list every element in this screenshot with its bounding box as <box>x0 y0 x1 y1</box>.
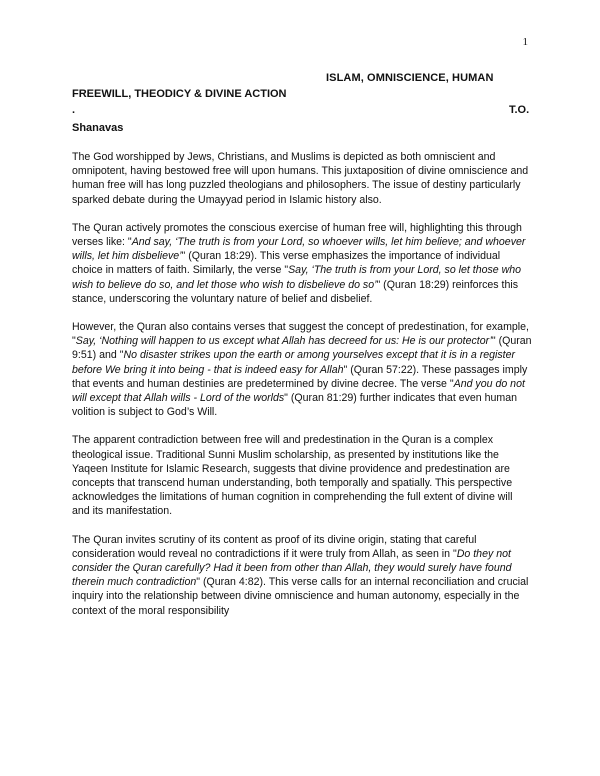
paragraph-3-quote-3: And you do not will except that Allah wills - Lord of the worlds <box>72 377 525 405</box>
paragraph-5-quote-1: Do they not consider the Quran carefully? Had it been from other than Allah, they would surely have found therein much contradiction <box>72 547 512 589</box>
paragraph-3-quote-2: No disaster strikes upon the earth or among yourselves except that it is in a register before We bring it into being - that is indeed easy for Allah <box>72 349 516 376</box>
author-name: Shanavas <box>72 122 124 134</box>
paragraph-2-text-c: " (Quran 18:29). This verse emphasizes the importance of individual choice in matters of faith. Similarly, the verse " <box>72 250 501 277</box>
paragraph-5 <box>72 533 532 618</box>
author-initials: T.O. <box>509 104 530 116</box>
paragraph-2 <box>72 221 532 306</box>
paragraph-3-quote-1: Say, ‘Nothing will happen to us except what Allah has decreed for us: He is our protector’ <box>75 335 492 348</box>
paragraph-2-quote-2: Say, ‘The truth is from your Lord, so let those who wish to believe do so, and let those who wish to disbelieve do so’ <box>72 264 522 291</box>
title-line-1: ISLAM, OMNISCIENCE, HUMAN <box>326 72 494 84</box>
paragraph-3-text-c: " (Quran 9:51) and " <box>72 335 532 362</box>
paragraph-5-text-c: " (Quran 4:82). This verse calls for an internal reconciliation and crucial inquiry into the relationship between divine omniscience and human autonomy, especially in the context of the moral responsibility <box>72 576 529 617</box>
paragraph-3 <box>72 320 532 419</box>
paragraph-3-text-e: " (Quran 57:22). These passages imply that events and human destinies are predetermined by divine decree. The verse " <box>72 363 528 390</box>
paragraph-4: The apparent contradiction between free will and predestination in the Quran is a complex theological issue. Traditional Sunni Muslim scholarship, as presented by institutions like the Yaqeen Institute for Islamic Research, suggests that divine providence and predestination are concepts that transcend human understanding, both temporally and spatially. This perspective acknowledges the limitations of human cognition in comprehending the full extent of divine will and its manifestation. <box>72 434 513 518</box>
page-number: 1 <box>522 36 528 48</box>
paragraph-1: The God worshipped by Jews, Christians, and Muslims is depicted as both omniscient and omnipotent, having bestowed free will upon humans. This juxtaposition of divine omniscience and human free will has long puzzled theologians and philosophers. The issue of destiny particularly sparked debate during the Umayyad period in Islamic history also. <box>72 151 529 206</box>
paragraph-2-quote-1: And say, ‘The truth is from your Lord, so whoever wills, let him believe; and whoever wills, let him disbelieve’ <box>72 236 526 263</box>
paragraph-5-text-a: The Quran invites scrutiny of its content as proof of its divine origin, stating that careful consideration would reveal no contradictions if it were truly from Allah, as seen in " <box>72 533 477 560</box>
paragraph-2-text-e: " (Quran 18:29) reinforces this stance, underscoring the voluntary nature of belief and disbelief. <box>72 278 519 305</box>
paragraph-3-text-g: " (Quran 81:29) further indicates that even human volition is subject to God’s Will. <box>72 392 518 419</box>
paragraph-3-text-a: However, the Quran also contains verses that suggest the concept of predestination, for example, " <box>72 321 529 348</box>
paragraph-2-text-a: The Quran actively promotes the conscious exercise of human free will, highlighting this through verses like: " <box>72 221 522 249</box>
title-line-2: FREEWILL, THEODICY & DIVINE ACTION <box>72 88 287 100</box>
document-body <box>72 150 532 632</box>
title-dot: . <box>72 104 76 116</box>
